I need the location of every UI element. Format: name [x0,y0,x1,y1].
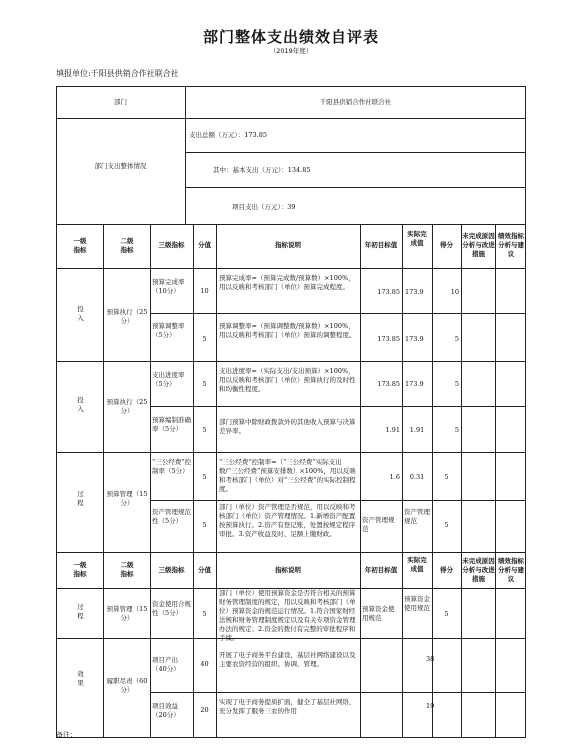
row2-score: 5 [202,335,207,343]
total-expense: 支出总额（万元）：173.85 [189,131,267,139]
header2-actual: 实际完成值 [407,556,427,573]
row3-score: 5 [202,380,207,388]
row3-desc: 支出进度率=（实际支出/支出预算）×100%，用以反映和考核部门（单位）预算执行的及时性和均衡性程度。 [219,367,356,393]
row4-target: 1.91 [385,426,400,434]
basic-expense: 其中：基本支出（万元）：134.85 [213,166,311,174]
row4-actual: 1.91 [409,426,425,434]
overall-label: 部门支出整体情况 [94,162,147,170]
header-l1: 一级指标 [73,237,87,254]
row1-score: 10 [200,287,209,295]
header-l3: 三级指标 [158,241,185,249]
row4-l3: 预算编制准确率（5分） [152,416,191,433]
row5-l2: 预算管理（15分） [106,490,148,507]
row8-got: 38 [426,655,435,663]
row6-target: 资产管理规范 [362,516,395,533]
row7-l1: 过程 [77,603,84,620]
header2-l3: 三级指标 [158,566,185,574]
page-title: 部门整体支出绩效自评表 [202,28,379,46]
row5-l3: “三公经费”控制率（5分） [152,458,192,475]
header-suggest: 绩效指标分析与建议 [498,232,524,258]
header-reason: 未完成原因分析与改进措施 [462,232,495,258]
row7-target: 预算资金使用规范 [362,605,395,622]
row3-target: 173.85 [377,380,400,388]
row4-got: 5 [454,426,459,434]
row2-l3: 预算调整率（5分） [152,322,185,339]
header2-target: 年初目标值 [364,566,398,574]
row8-l3: 项目产出（40分） [152,656,180,673]
row5-target: 1.6 [389,473,400,481]
row7-desc: 部门（单位）使用预算资金是否符合相关的预算财务管理制度的规定，用以反映和考核部门（单位）预算资金的规范运行情况。1.符合国家财经法规和财务管理制度规定以及有关专项资金管理办法的规定；2.资金的拨付有完整的审批程序和手续。 [219,589,356,642]
row1-l3: 预算完成率（10分） [152,278,185,295]
row9-desc: 实现了电子商务提质扩面，健全了基层社网络，充分发挥了服务三农的作用 [219,698,356,715]
report-year: （2019年度） [269,47,313,55]
row6-score: 5 [202,521,207,529]
row9-l3: 项目效益（20分） [152,702,180,719]
note: 备注： [56,731,77,739]
row9-got: 19 [426,702,435,710]
row1-target: 173.85 [377,288,400,296]
header2-desc: 指标说明 [275,566,301,574]
row1-actual: 173.9 [405,288,424,296]
header2-got: 得分 [440,566,453,574]
row7-actual: 预算资金使用规范 [404,595,430,612]
row5-got: 5 [444,473,449,481]
row3-l2: 预算执行（25分） [106,398,148,415]
header-actual: 实际完成值 [407,230,427,247]
header-l2: 二级指标 [120,237,134,254]
row6-actual: 资产管理规范 [404,508,430,525]
row2-target: 173.85 [377,335,400,343]
row5-desc: “三公经费”控制率=（“三公经费”实际支出数/“三公经费”预算安排数）×100%，用以反映和考核部门（单位）对“三公经费”的实际控制程度。 [219,458,356,493]
row3-l3: 支出进度率（5分） [152,371,185,388]
row6-got: 5 [444,521,449,529]
row8-l2: 履职尽责（60分） [106,677,148,694]
row6-desc: 部门（单位）资产管理是否规范，用以反映和考核部门（单位）资产管理情况。1.新增资产配置按预算执行。2.资产有登记账，处置按规定程序审批。3.资产收益及时、足额上缴财政。 [219,503,356,538]
dept-name: 千阳县供销合作社联合社 [319,98,392,106]
row4-score: 5 [202,426,207,434]
row7-got: 5 [444,610,449,618]
row5-score: 5 [202,473,207,481]
row4-desc: 部门预算中除财政拨款外的其他收入预算与决算差异率。 [219,418,356,435]
row3-got: 5 [454,380,459,388]
header2-suggest: 绩效指标分析与建议 [498,557,524,583]
row3-l1: 投入 [77,396,84,413]
reporting-unit: 填报单位:千阳县供销合作社联合社 [56,69,179,78]
header2-l1: 一级指标 [73,561,87,578]
header2-score: 分值 [198,566,211,574]
header-got: 得分 [440,241,453,249]
row2-desc: 预算调整率=（预算调整数/预算数）×100%，用以反映和考核部门（单位）预算的调整程度。 [219,322,356,339]
row1-l1: 投入 [77,305,84,322]
row9-score: 20 [200,706,209,714]
row6-l3: 资产管理规范性（5分） [152,508,191,525]
header-target: 年初目标值 [364,241,398,249]
project-expense: 项目支出（万元）：39 [232,203,296,211]
row5-l1: 过程 [77,490,84,507]
row8-l1: 效果 [77,670,84,687]
row1-desc: 预算完成率=（预算完成数/预算数）×100%，用以反映和考核部门（单位）预算完成程度。 [219,274,355,291]
row5-actual: 0.31 [409,473,425,481]
header-score: 分值 [198,241,211,249]
header2-reason: 未完成原因分析与改进措施 [462,557,495,583]
dept-label: 部门 [114,98,127,106]
row8-score: 40 [200,660,209,668]
row3-actual: 173.9 [405,380,424,388]
row2-actual: 173.9 [405,335,424,343]
row1-got: 10 [450,288,459,296]
row7-l2: 预算管理（15分） [106,605,148,622]
row1-l2: 预算执行（25分） [106,308,148,325]
header-desc: 指标说明 [275,241,301,249]
row2-got: 5 [454,335,459,343]
header2-l2: 二级指标 [120,561,134,578]
row7-l3: 资金使用合规性（5分） [152,600,191,617]
row8-desc: 开展了电子商务平台建设，基层社网络建设以及主要农资经营的组织、协调、管理。 [219,651,356,668]
row7-score: 5 [202,610,207,618]
